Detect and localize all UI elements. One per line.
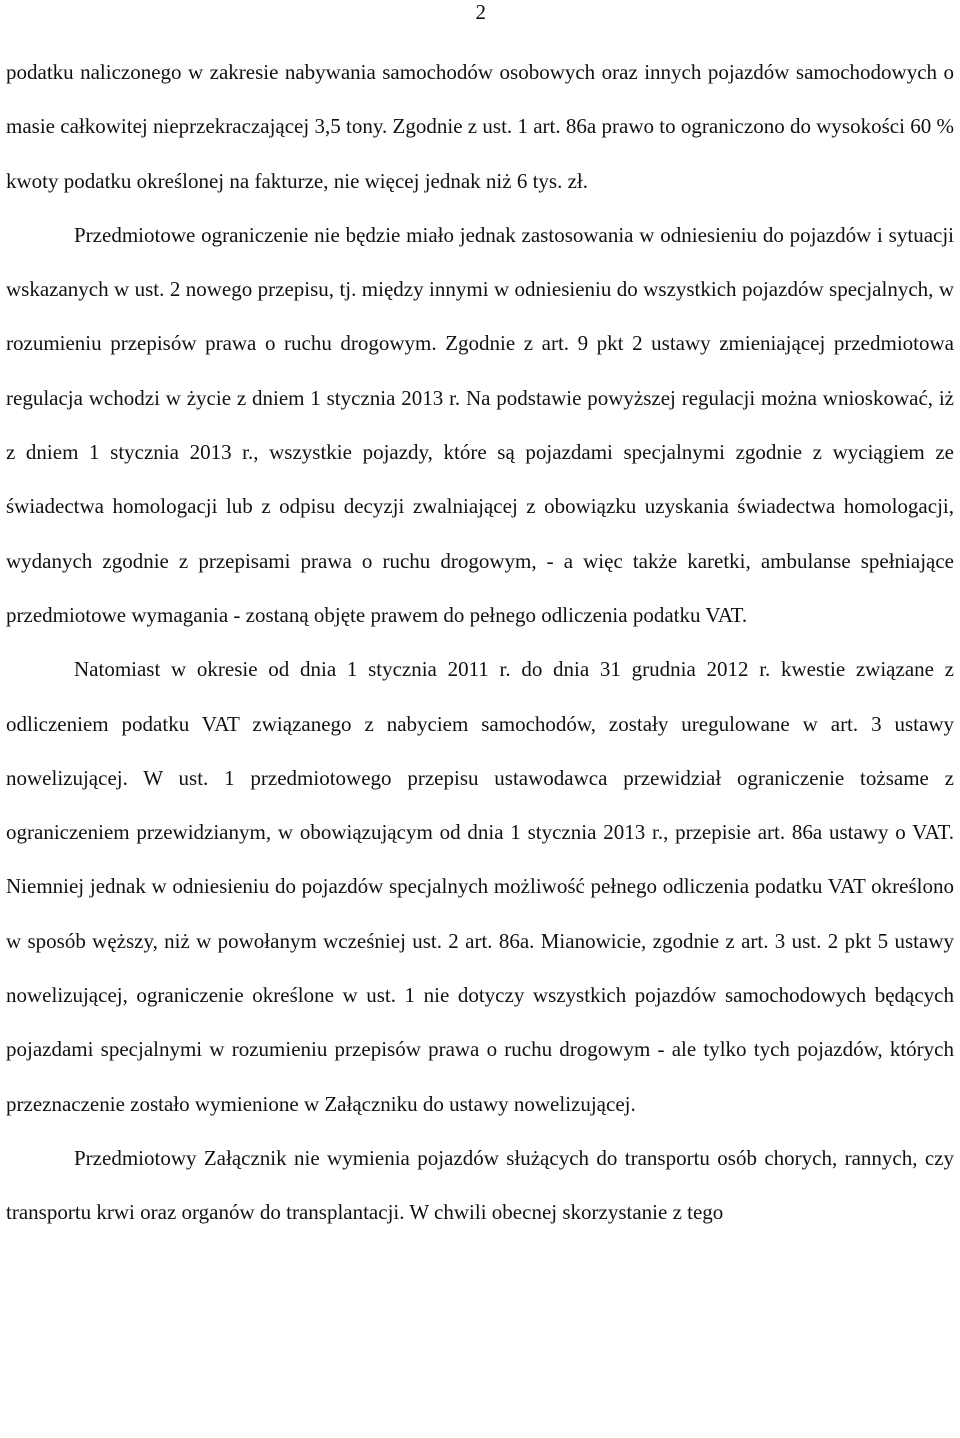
paragraph-4: Przedmiotowy Załącznik nie wymienia pojazdów służących do transportu osób chorych, rannych, czy transportu krwi oraz organów do transplantacji. W chwili obecnej skorzystanie z tego <box>6 1145 954 1225</box>
paragraph-1: podatku naliczonego w zakresie nabywania samochodów osobowych oraz innych pojazdów samochodowych o masie całkowitej nieprzekraczającej 3,5 tony. Zgodnie z ust. 1 art. 86a prawo to ograniczono do wysokości 60 % kwoty podatku określonej na fakturze, nie więcej jednak niż 6 tys. zł. <box>6 60 954 193</box>
paragraph-3: Natomiast w okresie od dnia 1 stycznia 2011 r. do dnia 31 grudnia 2012 r. kwestie związane z odliczeniem podatku VAT związanego z nabyciem samochodów, zostały uregulowane w art. 3 ustawy nowelizującej. W ust. 1 przedmiotowego przepisu ustawodawca przewidział ograniczenie tożsame z ograniczeniem przewidzianym, w obowiązującym od dnia 1 stycznia 2013 r., przepisie art. 86a ustawy o VAT. Niemniej jednak w odniesieniu do pojazdów specjalnych możliwość pełnego odliczenia podatku VAT określono w sposób węższy, niż w powołanym wcześniej ust. 2 art. 86a. Mianowicie, zgodnie z art. 3 ust. 2 pkt 5 ustawy nowelizującej, ograniczenie określone w ust. 1 nie dotyczy wszystkich pojazdów samochodowych będących pojazdami specjalnymi w rozumieniu przepisów prawa o ruchu drogowym - ale tylko tych pojazdów, których przeznaczenie zostało wymienione w Załączniku do ustawy nowelizującej. <box>6 657 954 1116</box>
paragraph-2: Przedmiotowe ograniczenie nie będzie miało jednak zastosowania w odniesieniu do pojazdów i sytuacji wskazanych w ust. 2 nowego przepisu, tj. między innymi w odniesieniu do wszystkich pojazdów specjalnych, w rozumieniu przepisów prawa o ruchu drogowym. Zgodnie z art. 9 pkt 2 ustawy zmieniającej przedmiotowa regulacja wchodzi w życie z dniem 1 stycznia 2013 r. Na podstawie powyższej regulacji można wnioskować, iż z dniem 1 stycznia 2013 r., wszystkie pojazdy, które są pojazdami specjalnymi zgodnie z wyciągiem ze świadectwa homologacji lub z odpisu decyzji zwalniającej z obowiązku uzyskania świadectwa homologacji, wydanych zgodnie z przepisami prawa o ruchu drogowym, - a więc także karetki, ambulanse spełniające przedmiotowe wymagania - zostaną objęte prawem do pełnego odliczenia podatku VAT. <box>6 222 954 627</box>
document-body <box>6 45 954 1240</box>
page-number: 2 <box>475 0 486 24</box>
